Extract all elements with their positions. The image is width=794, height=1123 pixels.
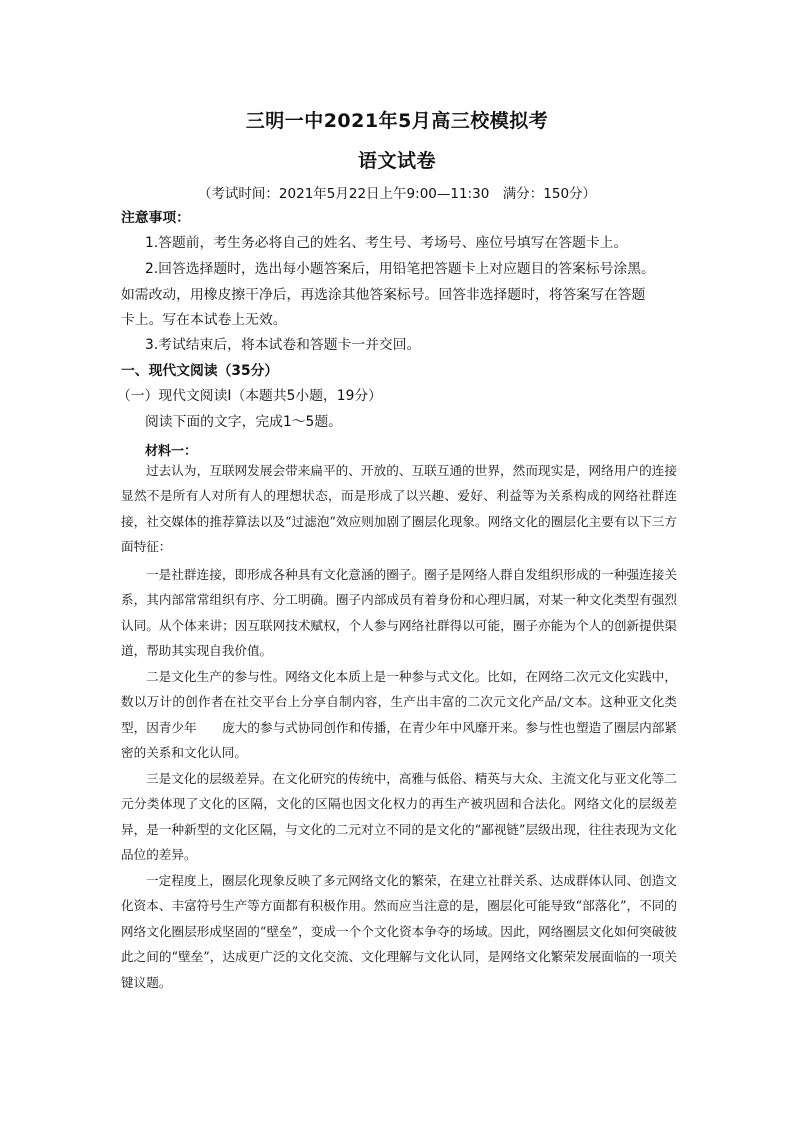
notice-item-1: 1.答题前，考生务必将自己的姓名、考生号、考场号、座位号填写在答题卡上。 bbox=[145, 235, 628, 251]
material-paragraph-1: 过去认为，互联网发展会带来扁平的、开放的、互联互通的世界，然而现实是，网络用户的连接显然不是所有人对所有人的理想状态，而是形成了以兴趣、爱好、利益等为关系构成的网络社群连接，社交媒体的推荐算法以及“过滤泡”效应则加剧了圈层化现象。网络文化的圈层化主要有以下三方面特征： bbox=[121, 463, 677, 555]
subject-title: 语文试卷 bbox=[357, 150, 436, 172]
material-label: 材料一： bbox=[145, 444, 198, 459]
notice-item-2-line-3: 卡上。写在本试卷上无效。 bbox=[121, 312, 287, 328]
sub-section-heading: （一）现代文阅读Ⅰ（本题共5小题，19分） bbox=[117, 388, 382, 404]
notice-item-3: 3.考试结束后，将本试卷和答题卡一并交回。 bbox=[145, 337, 421, 353]
notice-item-2-line-1: 2.回答选择题时，选出每小题答案后，用铅笔把答题卡上对应题目的答案标号涂黑。 bbox=[145, 261, 655, 277]
notice-heading: 注意事项： bbox=[121, 210, 190, 226]
reading-instruction: 阅读下面的文字，完成1～5题。 bbox=[145, 414, 342, 430]
exam-title: 三明一中2021年5月高三校模拟考 bbox=[245, 110, 549, 132]
material-paragraph-4: 三是文化的层级差异。在文化研究的传统中，高雅与低俗、精英与大众、主流文化与亚文化等二元分类体现了文化的区隔，文化的区隔也因文化权力的再生产被巩固和合法化。网络文化的层级差异，是一种新型的文化区隔，与文化的二元对立不同的是文化的“鄙视链”层级出现，往往表现为文化品位的差异。 bbox=[121, 771, 677, 863]
material-paragraph-3: 二是文化生产的参与性。网络文化本质上是一种参与式文化。比如，在网络二次元文化实践中，数以万计的创作者在社交平台上分享自制内容，生产出丰富的二次元文化产品/文本。这种亚文化类型，因青少年 庞大的参与式协同创作和传播，在青少年中风靡开来。参与性也塑造了圈层内部紧密的关系和文化认同。 bbox=[121, 669, 677, 761]
notice-item-2-line-2: 如需改动，用橡皮擦干净后，再选涂其他答案标号。回答非选择题时，将答案写在答题 bbox=[121, 287, 646, 303]
material-paragraph-2: 一是社群连接，即形成各种具有文化意涵的圈子。圈子是网络人群自发组织形成的一种强连接关系，其内部常常组织有序、分工明确。圈子内部成员有着身份和心理归属，对某一种文化类型有强烈认同。从个体来讲；因互联网技术赋权，个人参与网络社群得以可能，圈子亦能为个人的创新提供渠道，帮助其实现自我价值。 bbox=[121, 567, 677, 659]
section-heading: 一、现代文阅读（35分） bbox=[121, 363, 279, 379]
material-paragraph-5: 一定程度上，圈层化现象反映了多元网络文化的繁荣，在建立社群关系、达成群体认同、创造文化资本、丰富符号生产等方面都有积极作用。然而应当注意的是，圈层化可能导致“部落化”，不同的网络文化圈层形成坚固的“壁垒”，变成一个个文化资本争夺的场域。因此，网络圈层文化如何突破彼此之间的“壁垒”，达成更广泛的文化交流、文化理解与文化认同，是网络文化繁荣发展面临的一项关键议题。 bbox=[121, 873, 677, 990]
exam-info: （考试时间：2021年5月22日上午9:00—11:30 满分：150分） bbox=[197, 186, 597, 202]
